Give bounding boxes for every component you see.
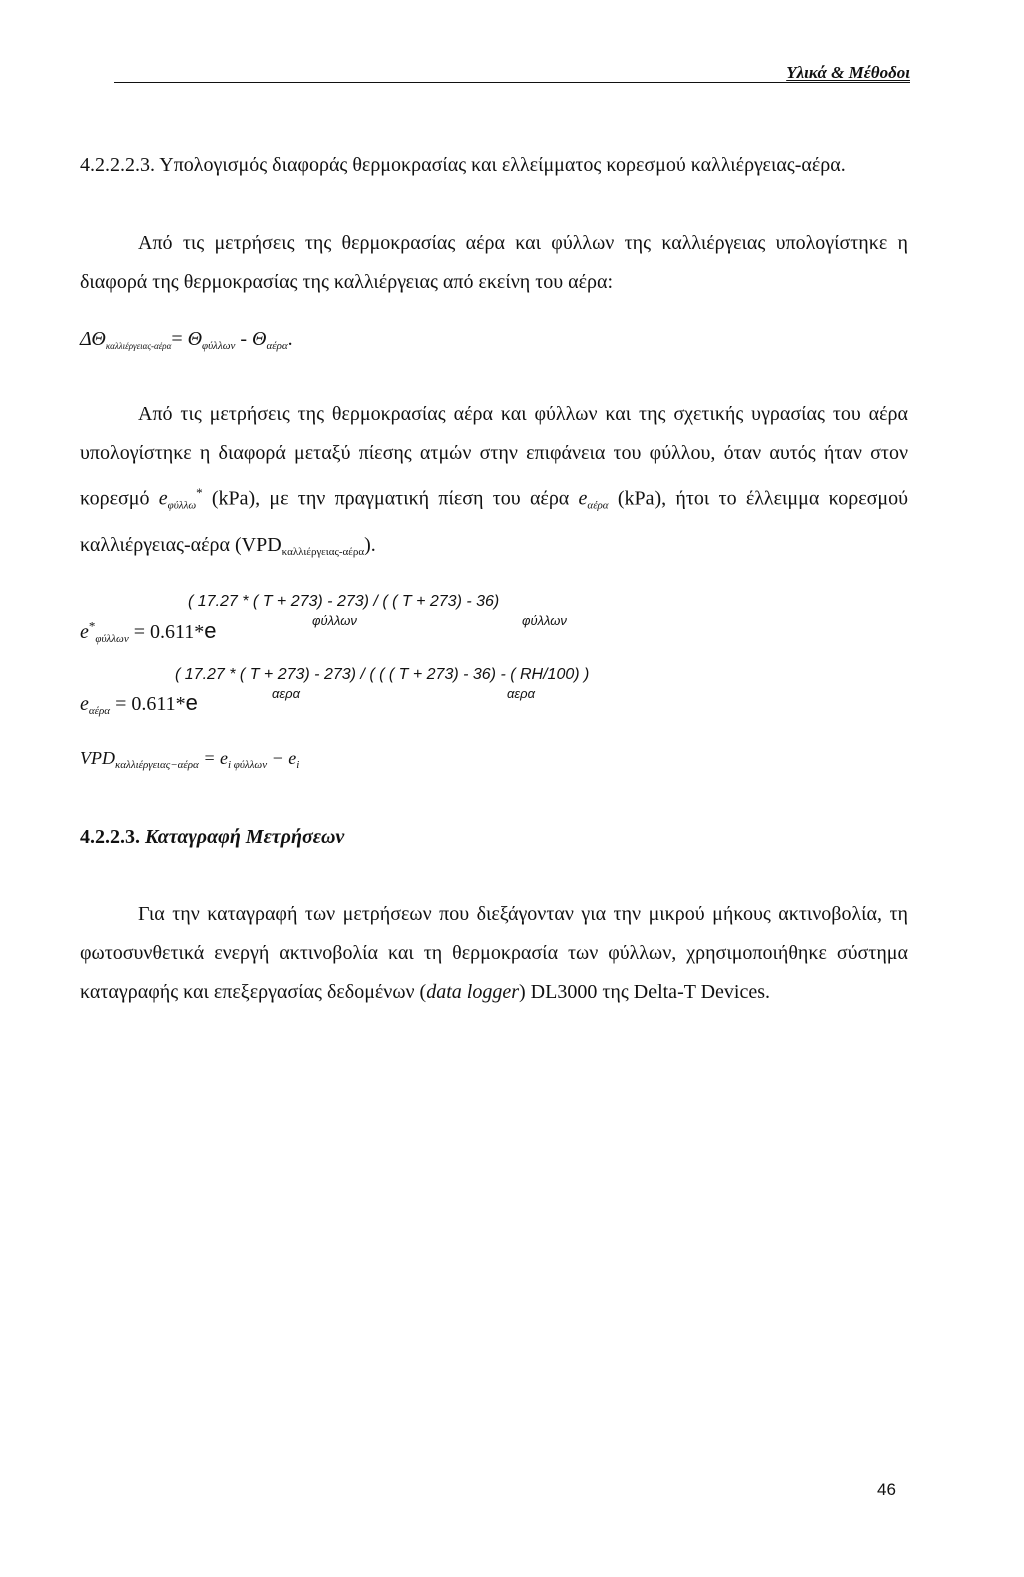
equation2-lhs-subscript: αέρα	[88, 705, 111, 717]
formula-theta-air: Θ	[252, 328, 267, 350]
equation2-base: e	[185, 690, 198, 715]
paragraph-data-logger-italic: data logger	[426, 981, 520, 1003]
paragraph-data-logger-text-2: ) DL3000 της Delta-T Devices.	[519, 981, 770, 1003]
header-rule	[114, 82, 910, 83]
formula-theta-leaves-subscript: φύλλων	[202, 340, 236, 352]
equation3-t2-subscript: i	[296, 759, 300, 771]
equation1-base: e	[204, 618, 217, 643]
equation1-lhs-subscript: φύλλων	[95, 633, 129, 645]
equation1-lhs: e	[80, 621, 89, 643]
equation2-body	[80, 690, 198, 717]
paragraph-vpd-text-3: (kPa), ήτοι το έλλειμμα κορεσμού καλλιέργειας-αέρα (VPD	[80, 487, 908, 556]
section-heading-4-2-2-3	[80, 826, 344, 849]
paragraph-vpd-text-2: (kPa), με την πραγματική πίεση του αέρα	[202, 487, 579, 510]
inline-e-leaf-star: *	[196, 485, 203, 500]
equation2-equals: = 0.611*	[115, 693, 186, 715]
equation2-exponent-sub2: αερα	[507, 686, 535, 701]
section-heading-title: Καταγραφή Μετρήσεων	[145, 826, 345, 848]
paragraph-data-logger	[80, 895, 908, 1012]
equation3-lhs: VPD	[80, 748, 115, 768]
running-header-title: Υλικά & Μέθοδοι	[786, 63, 910, 82]
equation2-lhs: e	[80, 693, 89, 715]
formula-equals: =	[171, 328, 183, 350]
section-heading-4-2-2-2-3: 4.2.2.2.3. Υπολογισμός διαφοράς θερμοκρασίας και ελλείμματος κορεσμού καλλιέργειας-αέρα.	[80, 154, 846, 176]
paragraph-vpd-text-4: ).	[364, 533, 376, 556]
equation3-equals-e: = e	[203, 748, 228, 768]
equation-vpd	[80, 748, 299, 771]
equation2-exponent-sub1: αερα	[272, 686, 300, 701]
equation1-exponent-sub2: φύλλων	[522, 613, 567, 628]
paragraph-temperature-difference: Από τις μετρήσεις της θερμοκρασίας αέρα και φύλλων της καλλιέργειας υπολογίστηκε η διαφορά της θερμοκρασίας της καλλιέργειας από εκείνη του αέρα:	[80, 232, 908, 293]
equation1-lhs-star: *	[88, 618, 96, 634]
inline-e-leaf-subscript: φύλλω	[167, 499, 197, 512]
formula-delta-theta	[80, 328, 293, 352]
inline-e-air: e	[578, 487, 588, 510]
paragraph-vpd-description	[80, 395, 908, 572]
paragraph-data-logger-text-1: Για την καταγραφή των μετρήσεων που διεξάγονταν για την μικρού μήκους ακτινοβολία, τη φωτοσυνθετικά ενεργή ακτινοβολία και τη θερμοκρασία των φύλλων, χρησιμοποιήθηκε σύστημα καταγραφής και επεξεργασίας δεδομένων (	[80, 903, 908, 1003]
inline-e-air-subscript: αέρα	[587, 499, 609, 512]
equation3-minus-e: − e	[267, 748, 297, 768]
equation3-lhs-subscript: καλλιέργειας−αέρα	[115, 759, 199, 771]
equation1-exponent-sub1: φύλλων	[312, 613, 357, 628]
page-number: 46	[877, 1480, 896, 1499]
equation2-exponent: ( 17.27 * ( T + 273) - 273) / ( ( ( T + 273) - 36) - ( RH/100) )	[175, 666, 590, 683]
equation1-exponent: ( 17.27 * ( T + 273) - 273) / ( ( T + 273) - 36)	[188, 593, 500, 610]
equation1-equals: = 0.611*	[133, 621, 205, 643]
formula-theta-leaves: Θ	[187, 328, 203, 350]
inline-vpd-subscript: καλλιέργειας-αέρα	[281, 545, 365, 558]
equation1-body	[80, 618, 217, 645]
formula-end: .	[287, 328, 293, 350]
inline-e-leaf: e	[158, 487, 168, 510]
section-heading-number: 4.2.2.3.	[80, 826, 140, 848]
formula-lhs-subscript: καλλιέργειας-αέρα	[105, 341, 172, 351]
equation3-t1-subscript: i φύλλων	[227, 759, 268, 771]
formula-theta-air-subscript: αέρα	[266, 340, 288, 352]
formula-minus: -	[235, 328, 253, 350]
formula-lhs: ΔΘ	[80, 328, 106, 350]
paragraph-vpd-text-1: Από τις μετρήσεις της θερμοκρασίας αέρα και φύλλων και της σχετικής υγρασίας του αέρα υπολογίστηκε η διαφορά μεταξύ πίεσης ατμών στην επιφάνεια του φύλλου, όταν αυτός ήταν στον κορεσμό	[80, 403, 908, 510]
